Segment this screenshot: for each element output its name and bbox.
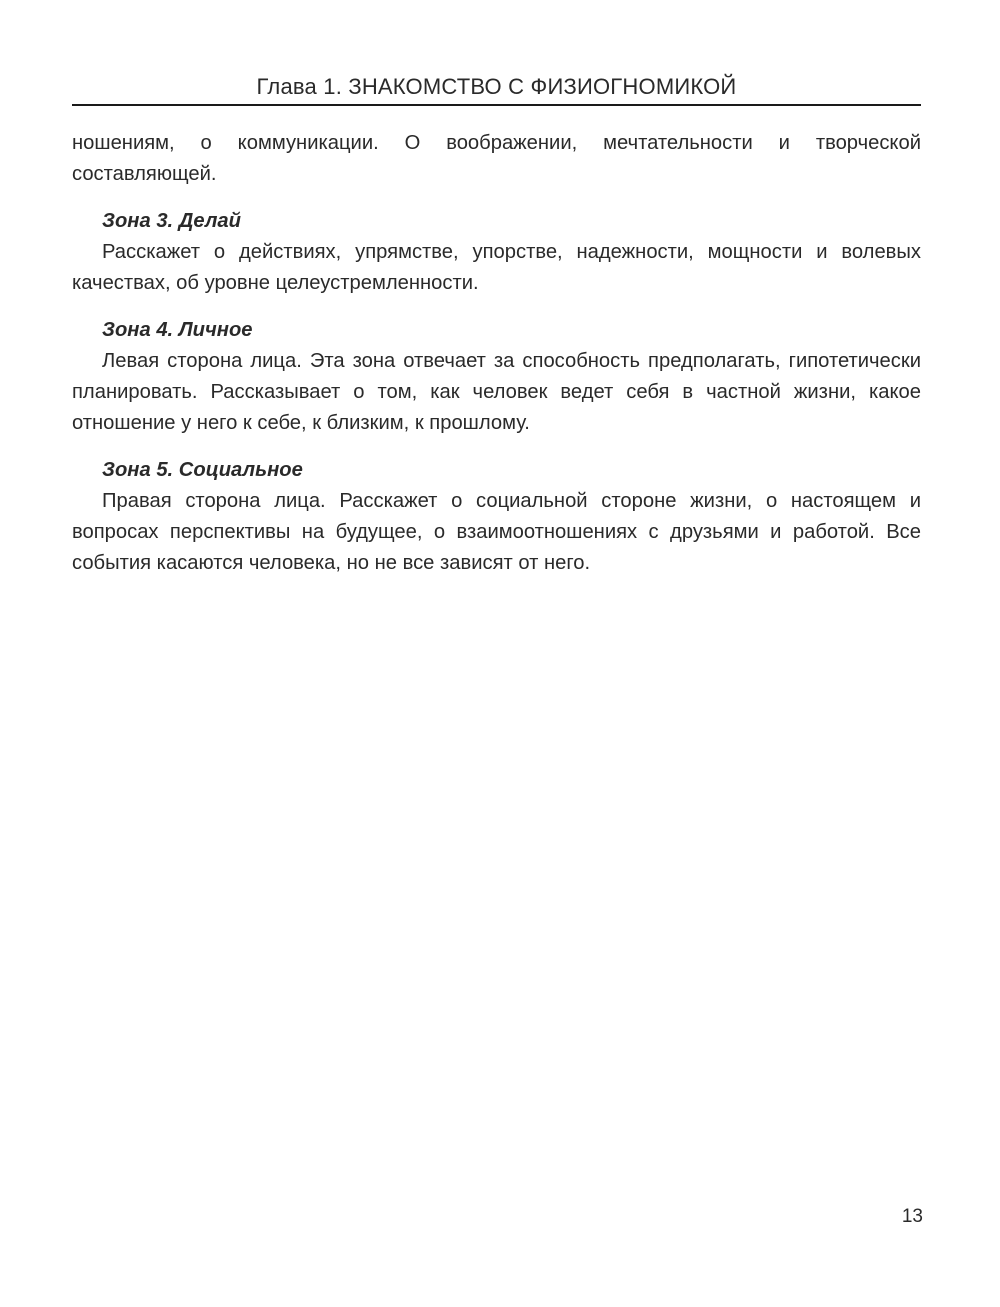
zone-heading: Зона 4. Личное xyxy=(102,319,253,341)
zone-heading: Зона 5. Социальное xyxy=(102,459,303,481)
chapter-header xyxy=(72,70,921,106)
zone-paragraph: Расскажет о действиях, упрямстве, упорстве, надежности, мощности и волевых качествах, об уровне целеустремленности. xyxy=(72,241,921,294)
chapter-title: Глава 1. ЗНАКОМСТВО С ФИЗИОГНОМИКОЙ xyxy=(256,74,737,99)
zone-section-5 xyxy=(72,455,921,579)
continuation-paragraph: ношениям, о коммуникации. О воображении, мечтательности и творческой составляющей. xyxy=(72,132,921,185)
zone-paragraph: Правая сторона лица. Расскажет о социальной стороне жизни, о настоящем и вопросах перспективы на будущее, о взаимоотношениях с друзьями и работой. Все события касаются человека, но не все зависят от него. xyxy=(72,490,921,574)
zone-section-4 xyxy=(72,315,921,439)
zone-paragraph: Левая сторона лица. Эта зона отвечает за способность предполагать, гипотетически планировать. Рассказывает о том, как человек ведет себя в частной жизни, какое отношение у него к себе, к близким, к прошлому. xyxy=(72,350,921,434)
page-body xyxy=(72,128,921,579)
zone-heading: Зона 3. Делай xyxy=(102,210,241,232)
zone-section-3 xyxy=(72,206,921,299)
page-number: 13 xyxy=(901,1206,923,1227)
